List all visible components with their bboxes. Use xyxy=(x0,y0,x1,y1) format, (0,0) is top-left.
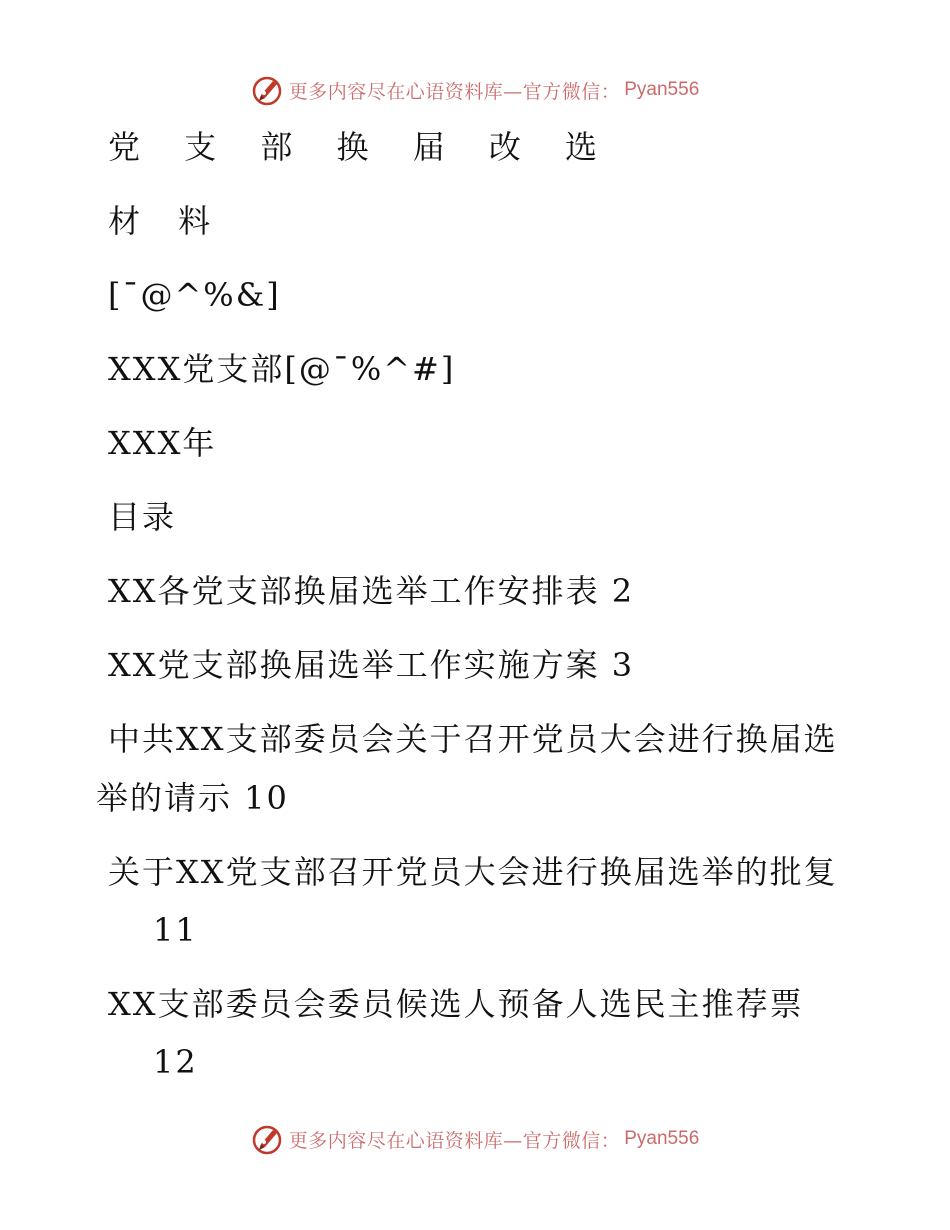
document-code: [¯@^%&] xyxy=(108,276,281,314)
toc-item-4-page[interactable]: 11 xyxy=(153,911,198,949)
toc-item-5-page[interactable]: 12 xyxy=(153,1043,198,1081)
toc-item-4[interactable]: 关于XX党支部召开党员大会进行换届选举的批复 xyxy=(108,853,838,891)
toc-item-5[interactable]: XX支部委员会委员候选人预备人选民主推荐票 xyxy=(108,985,804,1023)
toc-item-3-continuation[interactable]: 举的请示 10 xyxy=(96,779,289,817)
organization-line: XXX党支部[@¯%^#] xyxy=(108,350,456,388)
toc-item-3[interactable]: 中共XX支部委员会关于召开党员大会进行换届选 xyxy=(108,720,838,758)
toc-heading: 目录 xyxy=(108,498,177,536)
watermark-group xyxy=(251,1122,700,1156)
watermark-text: 更多内容尽在心语资料库—官方微信： xyxy=(288,80,621,103)
toc-item-2[interactable]: XX党支部换届选举工作实施方案 3 xyxy=(108,646,635,684)
watermark-wechat-id: Pyan556 xyxy=(624,79,700,100)
toc-item-1[interactable]: XX各党支部换届选举工作安排表 2 xyxy=(108,572,635,610)
header-watermark xyxy=(0,70,950,110)
pen-logo-icon xyxy=(251,73,285,107)
watermark-wechat-id: Pyan556 xyxy=(624,1128,700,1149)
footer-watermark xyxy=(0,1119,950,1159)
pen-logo-icon xyxy=(251,1122,285,1156)
document-title-line1: 党 支 部 换 届 改 选 xyxy=(108,128,615,166)
watermark-group xyxy=(251,73,700,107)
document-title-line2: 材 料 xyxy=(108,202,225,240)
year-line: XXX年 xyxy=(108,424,217,462)
watermark-text: 更多内容尽在心语资料库—官方微信： xyxy=(288,1129,621,1152)
